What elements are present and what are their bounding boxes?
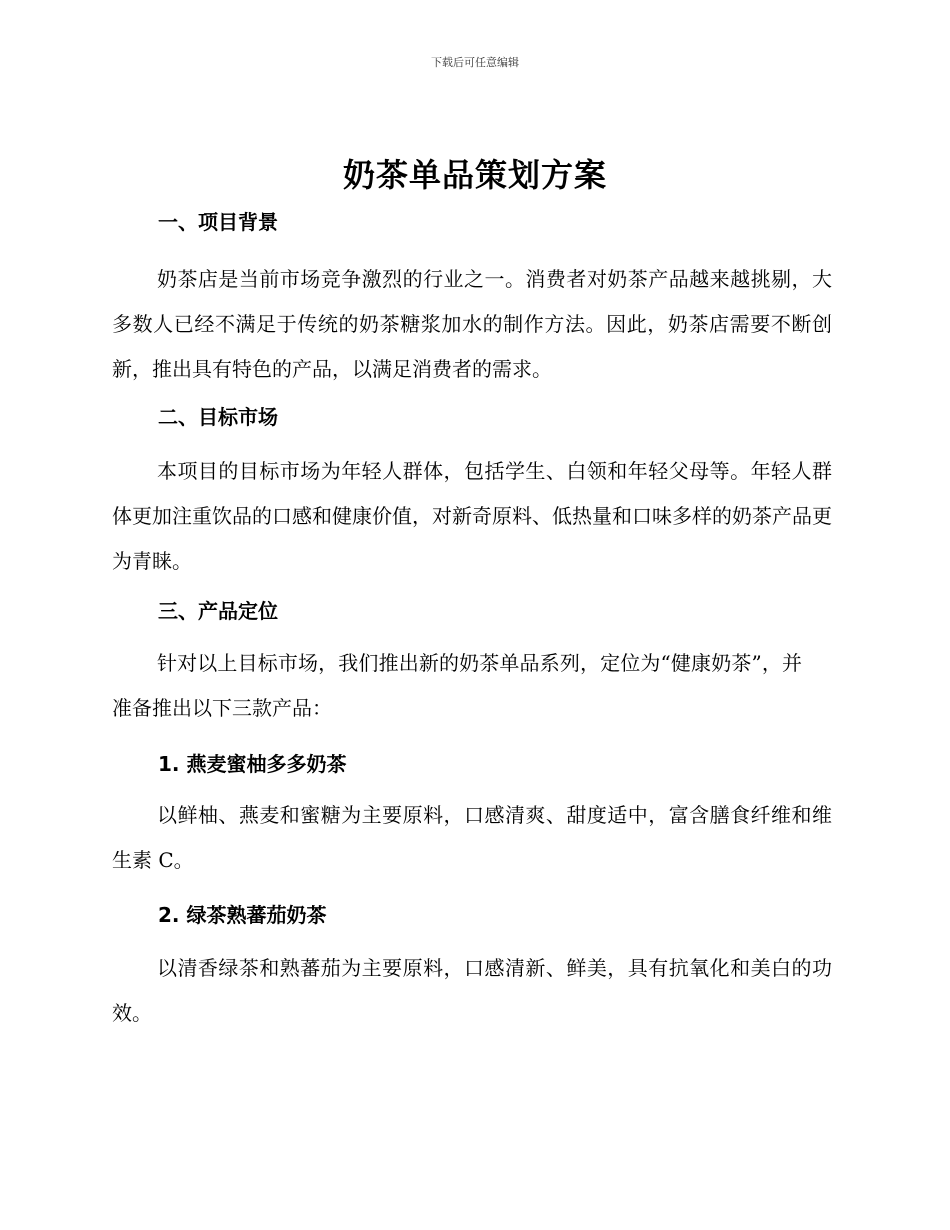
section-paragraph-target-market: 本项目的目标市场为年轻人群体，包括学生、白领和年轻父母等。年轻人群体更加注重饮品的口感和健康价值，对新奇原料、低热量和口味多样的奶茶产品更为青睐。 [112, 459, 832, 573]
product-heading-2: 2. 绿茶熟蕃茄奶茶 [158, 903, 327, 927]
product-heading-1: 1. 燕麦蜜柚多多奶茶 [158, 752, 347, 776]
section-heading-background: 一、项目背景 [158, 210, 278, 234]
header-note: 下载后可任意编辑 [431, 56, 519, 69]
section-heading-target-market: 二、目标市场 [158, 405, 278, 429]
section-paragraph-background: 奶茶店是当前市场竞争激烈的行业之一。消费者对奶茶产品越来越挑剔，大多数人已经不满足于传统的奶茶糖浆加水的制作方法。因此，奶茶店需要不断创新，推出具有特色的产品，以满足消费者的需求。 [112, 267, 832, 381]
section-heading-positioning: 三、产品定位 [158, 599, 278, 623]
product-paragraph-1: 以鲜柚、燕麦和蜜糖为主要原料，口感清爽、甜度适中，富含膳食纤维和维生素 C。 [112, 803, 832, 872]
document-title: 奶茶单品策划方案 [342, 156, 607, 194]
product-paragraph-2: 以清香绿茶和熟蕃茄为主要原料，口感清新、鲜美，具有抗氧化和美白的功效。 [112, 956, 832, 1025]
section-paragraph-positioning: 针对以上目标市场，我们推出新的奶茶单品系列，定位为“健康奶茶”，并准备推出以下三款产品： [112, 651, 802, 720]
